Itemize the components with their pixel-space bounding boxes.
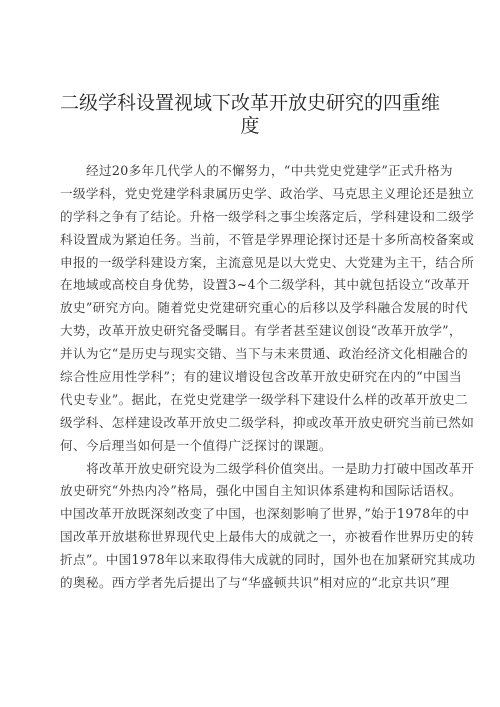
text-line: 科设置成为紧迫任务。当前，不管是学界理论探讨还是十多所高校备案或 <box>60 231 475 247</box>
text-line: 中国改革开放既深刻改变了中国，也深刻影响了世界，”始于1978年的中 <box>60 506 470 522</box>
document-title <box>60 90 440 136</box>
text-line: 的奥秘。西方学者先后提出了与“华盛顿共识”相对应的“北京共识”理 <box>60 575 450 591</box>
text-line: 申报的一级学科建设方案，主流意见是以大党史、大党建为主干，结合所 <box>60 254 475 270</box>
text-line: 综合性应用性学科”；有的建议增设包含改革开放史研究在内的“中国当 <box>60 369 462 385</box>
text-line: 将改革开放史研究设为二级学科价值突出。一是助力打破中国改革开 <box>86 460 475 476</box>
text-line: 国改革开放堪称世界现代史上最伟大的成就之一，亦被看作世界历史的转 <box>60 529 475 545</box>
paragraph-1 <box>60 160 475 458</box>
text-line: 放史”研究方向。随着党史党建研究重心的后移以及学科融合发展的时代 <box>60 300 469 316</box>
text-line: 大势，改革开放史研究备受瞩目。有学者甚至建议创设“改革开放学”， <box>60 323 462 339</box>
text-line: 经过20多年几代学人的不懈努力，“中共党史党建学”正式升格为 <box>86 163 453 178</box>
text-line: 何、今后理当如何是一个值得广泛探讨的课题。 <box>60 437 332 453</box>
paragraph-2 <box>60 458 476 595</box>
text-line: 折点”。中国1978年以来取得伟大成就的同时，国外也在加紧研究其成功 <box>60 552 476 568</box>
text-line: 放史研究“外热内冷”格局，强化中国自主知识体系建构和国际话语权。 <box>60 483 462 499</box>
text-line: 级学科、怎样建设改革开放史二级学科，抑或改革开放史研究当前已然如 <box>60 414 475 430</box>
text-line: 在地域或高校自身优势，设置3~4个二级学科，其中就包括设立“改革开 <box>60 277 470 293</box>
text-line: 并认为它“是历史与现实交错、当下与未来贯通、政治经济文化相融合的 <box>60 346 469 362</box>
title-line: 度 <box>240 114 260 137</box>
text-line: 一级学科，党史党建学科隶属历史学、政治学、马克思主义理论还是独立 <box>60 185 475 201</box>
text-line: 的学科之争有了结论。升格一级学科之事尘埃落定后，学科建设和二级学 <box>60 208 475 224</box>
title-line: 二级学科设置视域下改革开放史研究的四重维 <box>60 92 441 114</box>
document-body <box>60 160 476 595</box>
text-line: 代史专业”。据此，在党史党建学一级学科下建设什么样的改革开放史二 <box>60 391 469 407</box>
